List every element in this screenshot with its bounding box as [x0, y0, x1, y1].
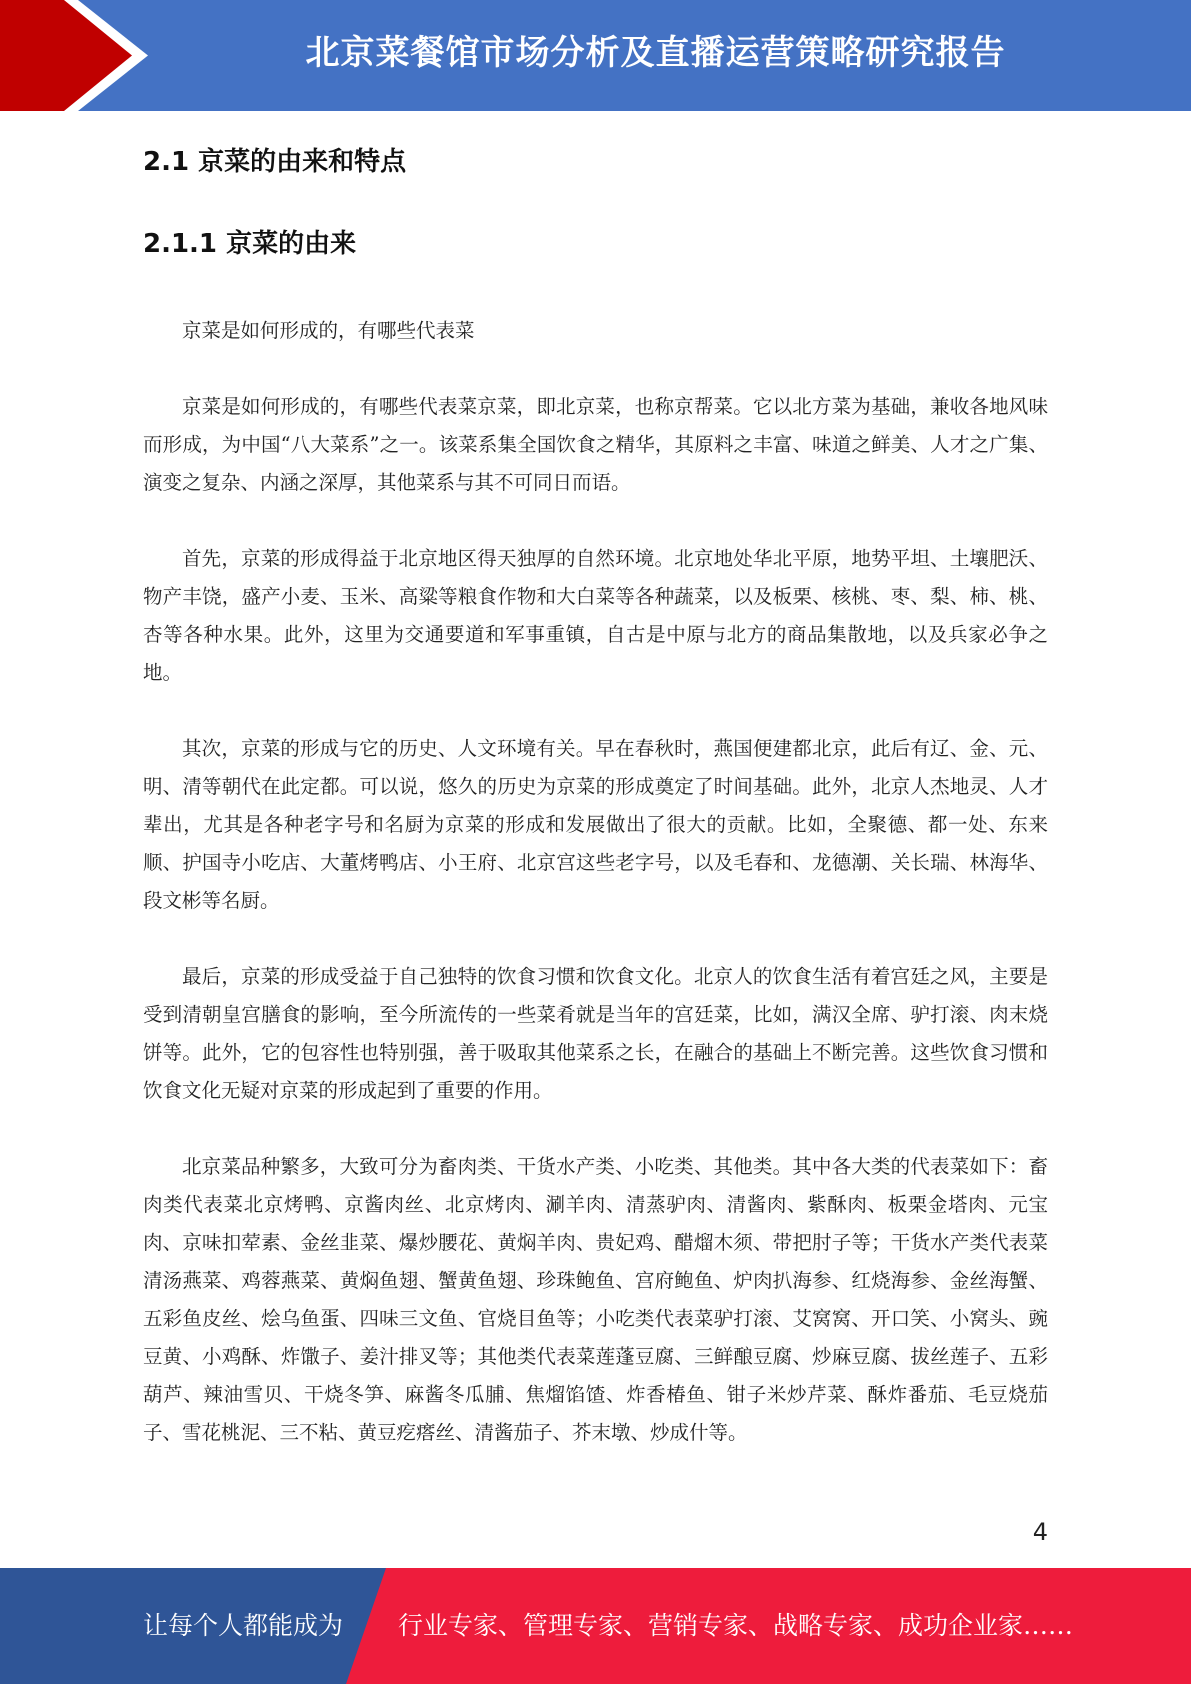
- page-number: 4: [1032, 1518, 1048, 1546]
- subsection-heading: 2.1.1 京菜的由来: [143, 229, 357, 259]
- header-arrow-icon: [0, 0, 160, 111]
- report-title: 北京菜餐馆市场分析及直播运营策略研究报告: [305, 33, 1006, 73]
- paragraph-environment: 首先，京菜的形成得益于北京地区得天独厚的自然环境。北京地处华北平原，地势平坦、土壤肥沃、物产丰饶，盛产小麦、玉米、高粱等粮食作物和大白菜等各种蔬菜，以及板栗、核桃、枣、梨、柿、桃、杏等各种水果。此外，这里为交通要道和军事重镇，自古是中原与北方的商品集散地，以及兵家必争之地。: [143, 547, 1048, 684]
- footer-banner: [0, 1568, 1191, 1684]
- footer-slogan-left: 让每个人都能成为: [143, 1611, 344, 1640]
- paragraph-definition: 京菜是如何形成的，有哪些代表菜京菜，即北京菜，也称京帮菜。它以北方菜为基础，兼收各地风味而形成，为中国“八大菜系”之一。该菜系集全国饮食之精华，其原料之丰富、味道之鲜美、人才之广集、演变之复杂、内涵之深厚，其他菜系与其不可同日而语。: [143, 395, 1048, 494]
- header-banner: [0, 0, 1191, 111]
- paragraph-history: 其次，京菜的形成与它的历史、人文环境有关。早在春秋时，燕国便建都北京，此后有辽、金、元、明、清等朝代在此定都。可以说，悠久的历史为京菜的形成奠定了时间基础。此外，北京人杰地灵、人才辈出，尤其是各种老字号和名厨为京菜的形成和发展做出了很大的贡献。比如，全聚德、都一处、东来顺、护国寺小吃店、大董烤鸭店、小王府、北京宫这些老字号，以及毛春和、龙德潮、关长瑞、林海华、段文彬等名厨。: [143, 737, 1048, 912]
- paragraph-culture: 最后，京菜的形成受益于自己独特的饮食习惯和饮食文化。北京人的饮食生活有着宫廷之风，主要是受到清朝皇宫膳食的影响，至今所流传的一些菜肴就是当年的宫廷菜，比如，满汉全席、驴打滚、肉末烧饼等。此外，它的包容性也特别强，善于吸取其他菜系之长，在融合的基础上不断完善。这些饮食习惯和饮食文化无疑对京菜的形成起到了重要的作用。: [143, 965, 1048, 1102]
- footer-slogan-right: 行业专家、管理专家、营销专家、战略专家、成功企业家……: [398, 1611, 1074, 1640]
- document-body: [143, 120, 1048, 1452]
- section-heading: 2.1 京菜的由来和特点: [143, 147, 407, 177]
- paragraph-dishes: 北京菜品种繁多，大致可分为畜肉类、干货水产类、小吃类、其他类。其中各大类的代表菜如下：畜肉类代表菜北京烤鸭、京酱肉丝、北京烤肉、涮羊肉、清蒸驴肉、清酱肉、紫酥肉、板栗金塔肉、元宝肉、京味扣荤素、金丝韭菜、爆炒腰花、黄焖羊肉、贵妃鸡、醋熘木须、带把肘子等；干货水产类代表菜清汤燕菜、鸡蓉燕菜、黄焖鱼翅、蟹黄鱼翅、珍珠鲍鱼、宫府鲍鱼、炉肉扒海参、红烧海参、金丝海蟹、五彩鱼皮丝、烩乌鱼蛋、四味三文鱼、官烧目鱼等；小吃类代表菜驴打滚、艾窝窝、开口笑、小窝头、豌豆黄、小鸡酥、炸馓子、姜汁排叉等；其他类代表菜莲蓬豆腐、三鲜酿豆腐、炒麻豆腐、拔丝莲子、五彩葫芦、辣油雪贝、干烧冬笋、麻酱冬瓜脯、焦熘馅馇、炸香椿鱼、钳子米炒芹菜、酥炸番茄、毛豆烧茄子、雪花桃泥、三不粘、黄豆疙瘩丝、清酱茄子、芥末墩、炒成什等。: [143, 1155, 1048, 1444]
- paragraph-intro: 京菜是如何形成的，有哪些代表菜: [182, 319, 475, 342]
